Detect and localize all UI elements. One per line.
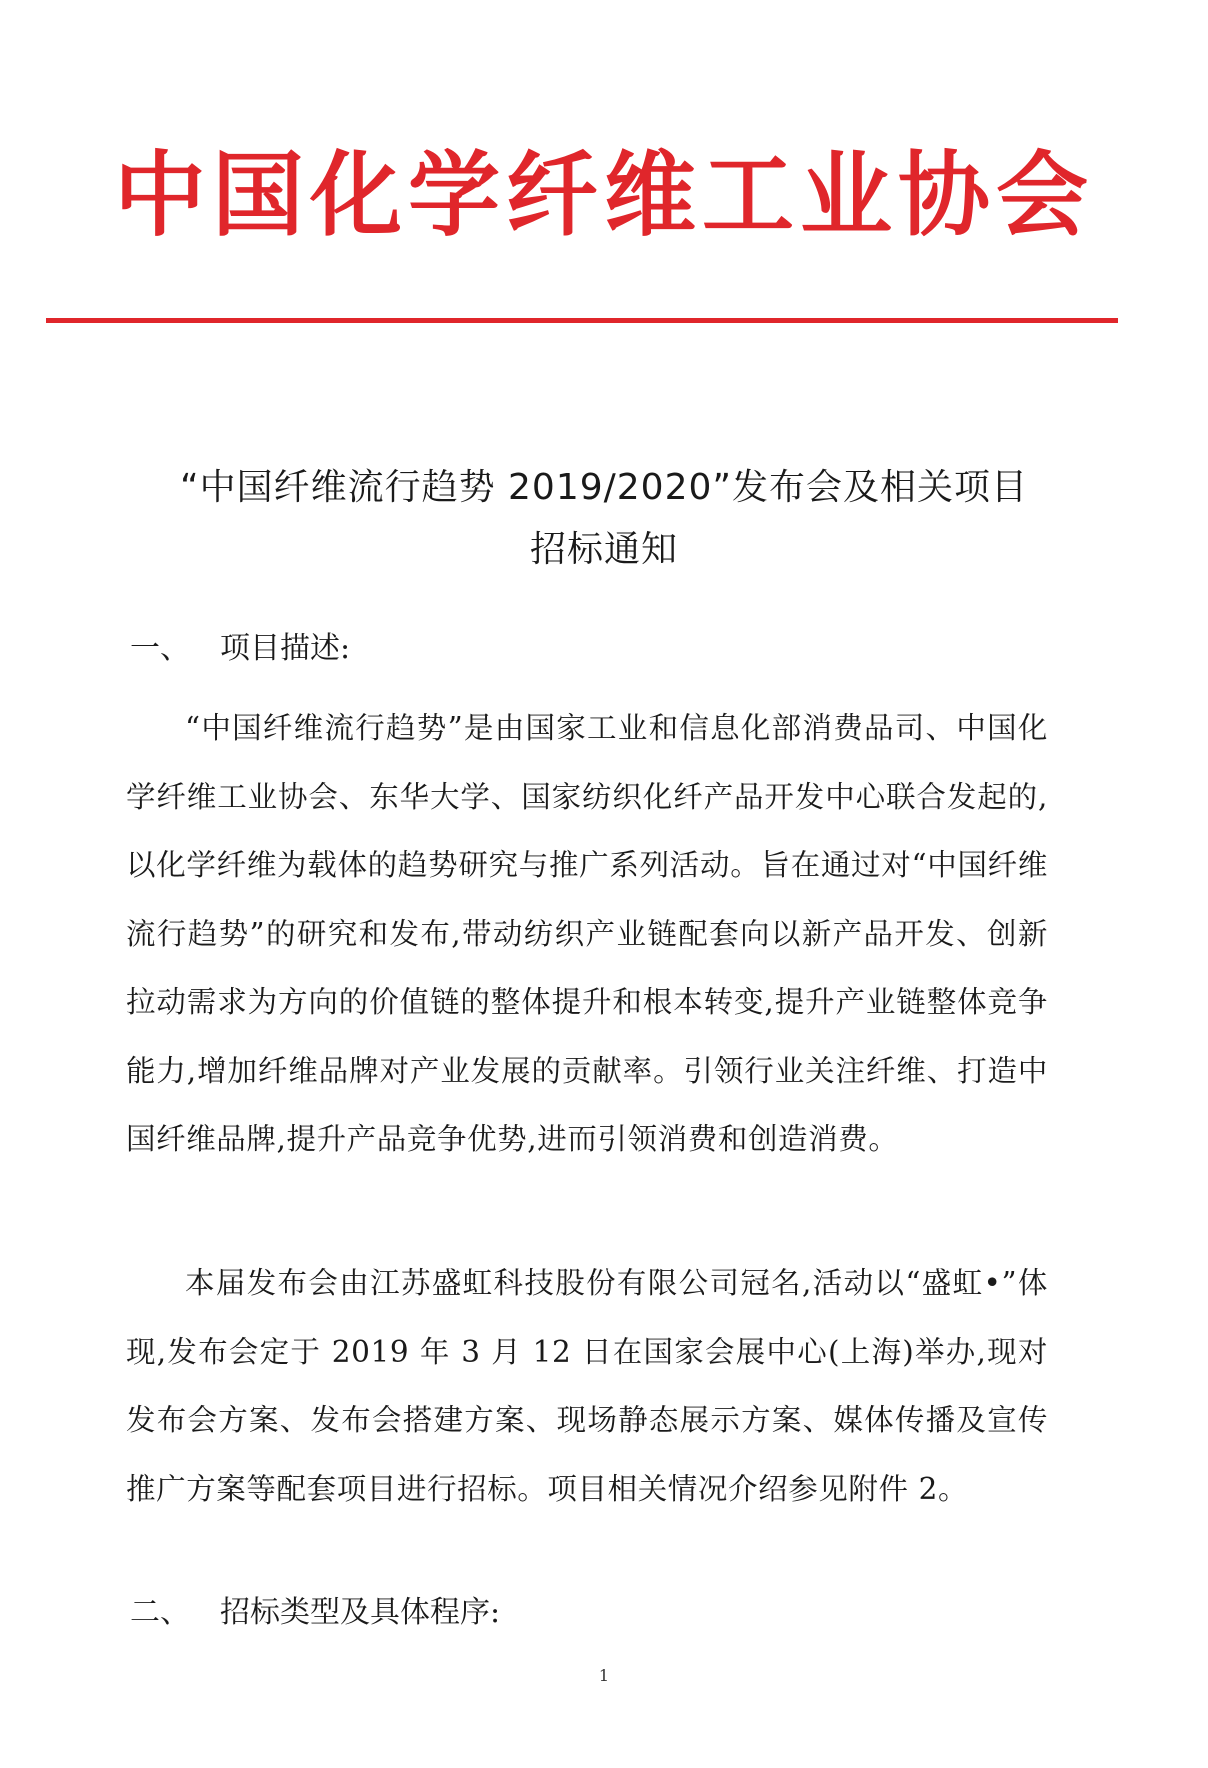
notice-title-line-1: “中国纤维流行趋势 2019/2020”发布会及相关项目 — [179, 467, 1029, 508]
section-number-2: 二、 — [130, 1595, 190, 1630]
section-1-paragraph-1: “中国纤维流行趋势”是由国家工业和信息化部消费品司、中国化学纤维工业协会、东华大学、国家纺织化纤产品开发中心联合发起的,以化学纤维为载体的趋势研究与推广系列活动。旨在通过对“中国纤维流行趋势”的研究和发布,带动纺织产业链配套向以新产品开发、创新拉动需求为方向的价值链的整体提升和根本转变,提升产业链整体竞争能力,增加纤维品牌对产业发展的贡献率。引领行业关注纤维、打造中国纤维品牌,提升产品竞争优势,进而引领消费和创造消费。 — [126, 711, 1048, 1156]
page-number: 1 — [598, 1666, 610, 1685]
letterhead-org-name: 中国化学纤维工业协会 — [113, 142, 1094, 249]
section-1-paragraph-2: 本届发布会由江苏盛虹科技股份有限公司冠名,活动以“盛虹•”体现,发布会定于 2019 年 3 月 12 日在国家会展中心(上海)举办,现对发布会方案、发布会搭建方案、现场静态展示方案、媒体传播及宣传推广方案等配套项目进行招标。项目相关情况介绍参见附件 2。 — [126, 1266, 1048, 1506]
section-heading-2 — [130, 1595, 501, 1630]
letterhead-divider — [46, 318, 1118, 323]
section-heading-text-1: 项目描述: — [220, 631, 351, 666]
section-heading-1 — [130, 631, 351, 666]
section-number-1: 一、 — [130, 631, 190, 666]
section-heading-text-2: 招标类型及具体程序: — [220, 1595, 501, 1630]
notice-title-line-2: 招标通知 — [529, 529, 678, 570]
